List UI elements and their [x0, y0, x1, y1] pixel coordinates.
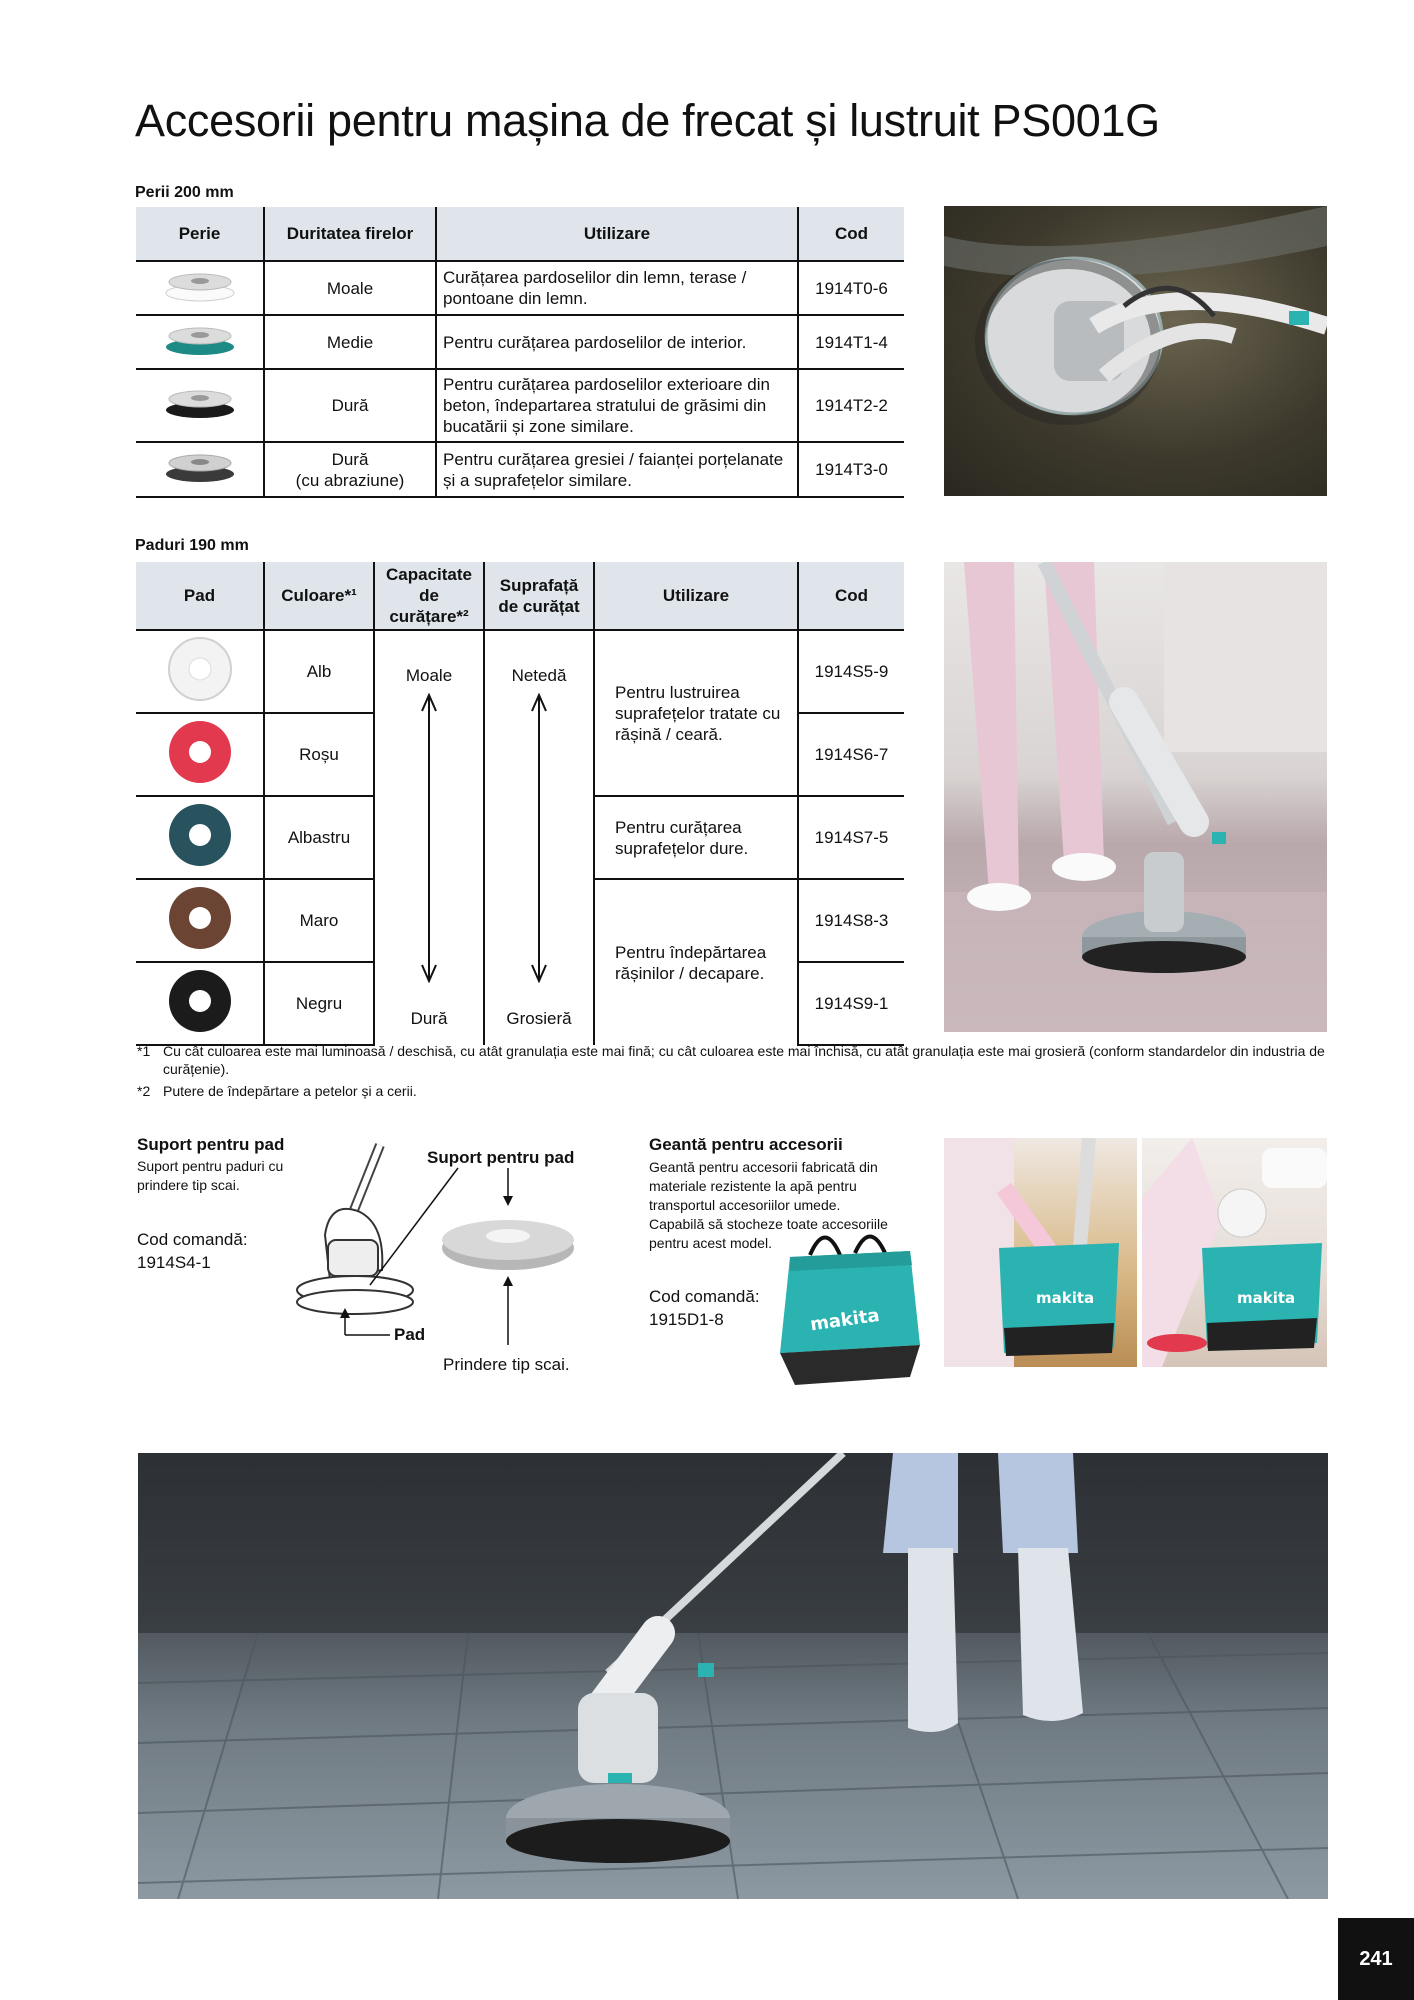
brush-hardness: Dură (cu abraziune)	[264, 442, 436, 497]
brush-hard-image	[162, 386, 238, 420]
brushes-header-code: Cod	[798, 207, 904, 261]
bag-photo-1-brand: makita	[1036, 1289, 1095, 1307]
pad-color-name: Alb	[264, 630, 374, 713]
bag-brand-text: makita	[808, 1304, 881, 1336]
bag-illustration	[770, 1225, 930, 1390]
pad-image-cell	[136, 879, 264, 962]
person-polishing-illustration	[944, 562, 1327, 1032]
pad-holder-diagram	[290, 1140, 580, 1380]
pads-header-surface: Suprafață de curățat	[484, 562, 594, 630]
brushes-section-label: Perii 200 mm	[135, 184, 234, 201]
pad-color-name: Negru	[264, 962, 374, 1045]
brush-code: 1914T3-0	[798, 442, 904, 497]
brush-code: 1914T0-6	[798, 261, 904, 315]
pad-brown-image	[167, 885, 233, 951]
bag-title: Geantă pentru accesorii	[649, 1135, 843, 1154]
footnote-1	[137, 1042, 1343, 1078]
pad-code: 1914S5-9	[798, 630, 904, 713]
callout-pad: Pad	[394, 1325, 426, 1344]
footnote-2-mark: *2	[137, 1083, 151, 1099]
hero-floor-illustration	[138, 1453, 1328, 1899]
bag-order-label: Cod comandă:	[649, 1287, 760, 1306]
surface-scale	[484, 630, 594, 1045]
footnote-1-mark: *1	[137, 1043, 151, 1059]
pad-red-image	[167, 719, 233, 785]
brush-code: 1914T1-4	[798, 315, 904, 369]
pad-holder-order-label: Cod comandă:	[137, 1230, 248, 1249]
pad-image-cell	[136, 713, 264, 796]
brush-image-cell	[136, 369, 264, 442]
brush-image-cell	[136, 442, 264, 497]
brush-usage: Pentru curățarea pardoselilor exterioare din beton, îndepartarea stratului de grăsimi din bucatării și zone similare.	[436, 369, 798, 442]
pad-color-name: Roșu	[264, 713, 374, 796]
table-row	[136, 261, 904, 315]
brush-hardness: Dură	[264, 369, 436, 442]
pads-table	[136, 562, 904, 1046]
pad-usage-polish: Pentru lustruirea suprafețelor tratate cu rășină / ceară.	[594, 630, 798, 796]
pad-code: 1914S8-3	[798, 879, 904, 962]
bag-photo-1	[944, 1138, 1137, 1367]
capacity-double-arrow-icon	[419, 693, 439, 983]
pad-image-cell	[136, 962, 264, 1045]
brush-image-cell	[136, 261, 264, 315]
bag-photo-2-illustration	[1142, 1138, 1327, 1367]
surface-double-arrow-icon	[529, 693, 549, 983]
table-row	[136, 369, 904, 442]
table-row	[136, 315, 904, 369]
pad-holder-description: Suport pentru paduri cu prindere tip scai.	[137, 1158, 284, 1193]
brushes-header-hardness: Duritatea firelor	[264, 207, 436, 261]
capacity-top-label: Moale	[405, 666, 453, 685]
bag-photo-1-illustration	[944, 1138, 1137, 1367]
surface-top-label: Netedă	[511, 666, 567, 685]
surface-bottom-label: Grosieră	[506, 1009, 572, 1028]
pad-code: 1914S9-1	[798, 962, 904, 1045]
footnote-2-text: Putere de îndepărtare a petelor și a cerii.	[163, 1083, 417, 1099]
pad-image-cell	[136, 630, 264, 713]
brush-image-cell	[136, 315, 264, 369]
bag-photo-2	[1142, 1138, 1327, 1367]
pads-header-capacity: Capacitate de curățare*²	[374, 562, 484, 630]
callout-velcro: Prindere tip scai.	[443, 1355, 570, 1374]
bag-order-code: 1915D1-8	[649, 1310, 724, 1329]
brush-hardness: Medie	[264, 315, 436, 369]
pad-color-name: Albastru	[264, 796, 374, 879]
table-row	[136, 442, 904, 497]
brush-abrasive-image	[162, 450, 238, 484]
brush-usage: Curățarea pardoselilor din lemn, terase / pontoane din lemn.	[436, 261, 798, 315]
pad-holder-order-code: 1914S4-1	[137, 1253, 211, 1272]
capacity-scale	[374, 630, 484, 1045]
hero-photo	[138, 1453, 1328, 1899]
pad-usage-strip: Pentru îndepărtarea rășinilor / decapare.	[594, 879, 798, 1045]
bag-description: Geantă pentru accesorii fabricată din materiale rezistente la apă pentru transportul accesoriilor umede. Capabilă să stocheze toate accesoriile pentru acest model.	[649, 1159, 888, 1251]
brushes-header-usage: Utilizare	[436, 207, 798, 261]
pad-black-image	[167, 968, 233, 1034]
page-number: 241	[1338, 1918, 1414, 2000]
pad-holder-title: Suport pentru pad	[137, 1135, 285, 1154]
footnote-1-text: Cu cât culoarea este mai luminoasă / deschisă, cu atât granulația este mai fină; cu cât culoarea este mai închisă, cu atât granulația este mai grosieră (conform standardelor din industria de curățenie).	[163, 1043, 1325, 1077]
footnote-2	[137, 1082, 1343, 1100]
pad-blue-image	[167, 802, 233, 868]
pad-code: 1914S7-5	[798, 796, 904, 879]
brush-soft-image	[162, 269, 238, 303]
brush-usage: Pentru curățarea pardoselilor de interior.	[436, 315, 798, 369]
brush-machine-illustration	[944, 206, 1327, 496]
capacity-bottom-label: Dură	[410, 1009, 448, 1028]
pads-header-code: Cod	[798, 562, 904, 630]
pads-header-color: Culoare*¹	[264, 562, 374, 630]
bag-photo-2-brand: makita	[1237, 1289, 1296, 1307]
table-row	[136, 630, 904, 713]
callout-pad-holder: Suport pentru pad	[427, 1148, 575, 1167]
brush-usage: Pentru curățarea gresiei / faianței porțelanate și a suprafețelor similare.	[436, 442, 798, 497]
pads-section-label: Paduri 190 mm	[135, 537, 249, 554]
pad-in-use-photo	[944, 562, 1327, 1032]
pads-header-pad: Pad	[136, 562, 264, 630]
brushes-header-brush: Perie	[136, 207, 264, 261]
pad-color-name: Maro	[264, 879, 374, 962]
pad-image-cell	[136, 796, 264, 879]
page-title: Accesorii pentru mașina de frecat și lustruit PS001G	[135, 95, 1160, 146]
brush-medium-image	[162, 323, 238, 357]
pad-code: 1914S6-7	[798, 713, 904, 796]
brush-hardness: Moale	[264, 261, 436, 315]
brushes-table	[136, 207, 904, 498]
brush-in-use-photo	[944, 206, 1327, 496]
pad-usage-hard: Pentru curățarea suprafețelor dure.	[594, 796, 798, 879]
pad-white-image	[167, 636, 233, 702]
pads-header-usage: Utilizare	[594, 562, 798, 630]
brush-code: 1914T2-2	[798, 369, 904, 442]
